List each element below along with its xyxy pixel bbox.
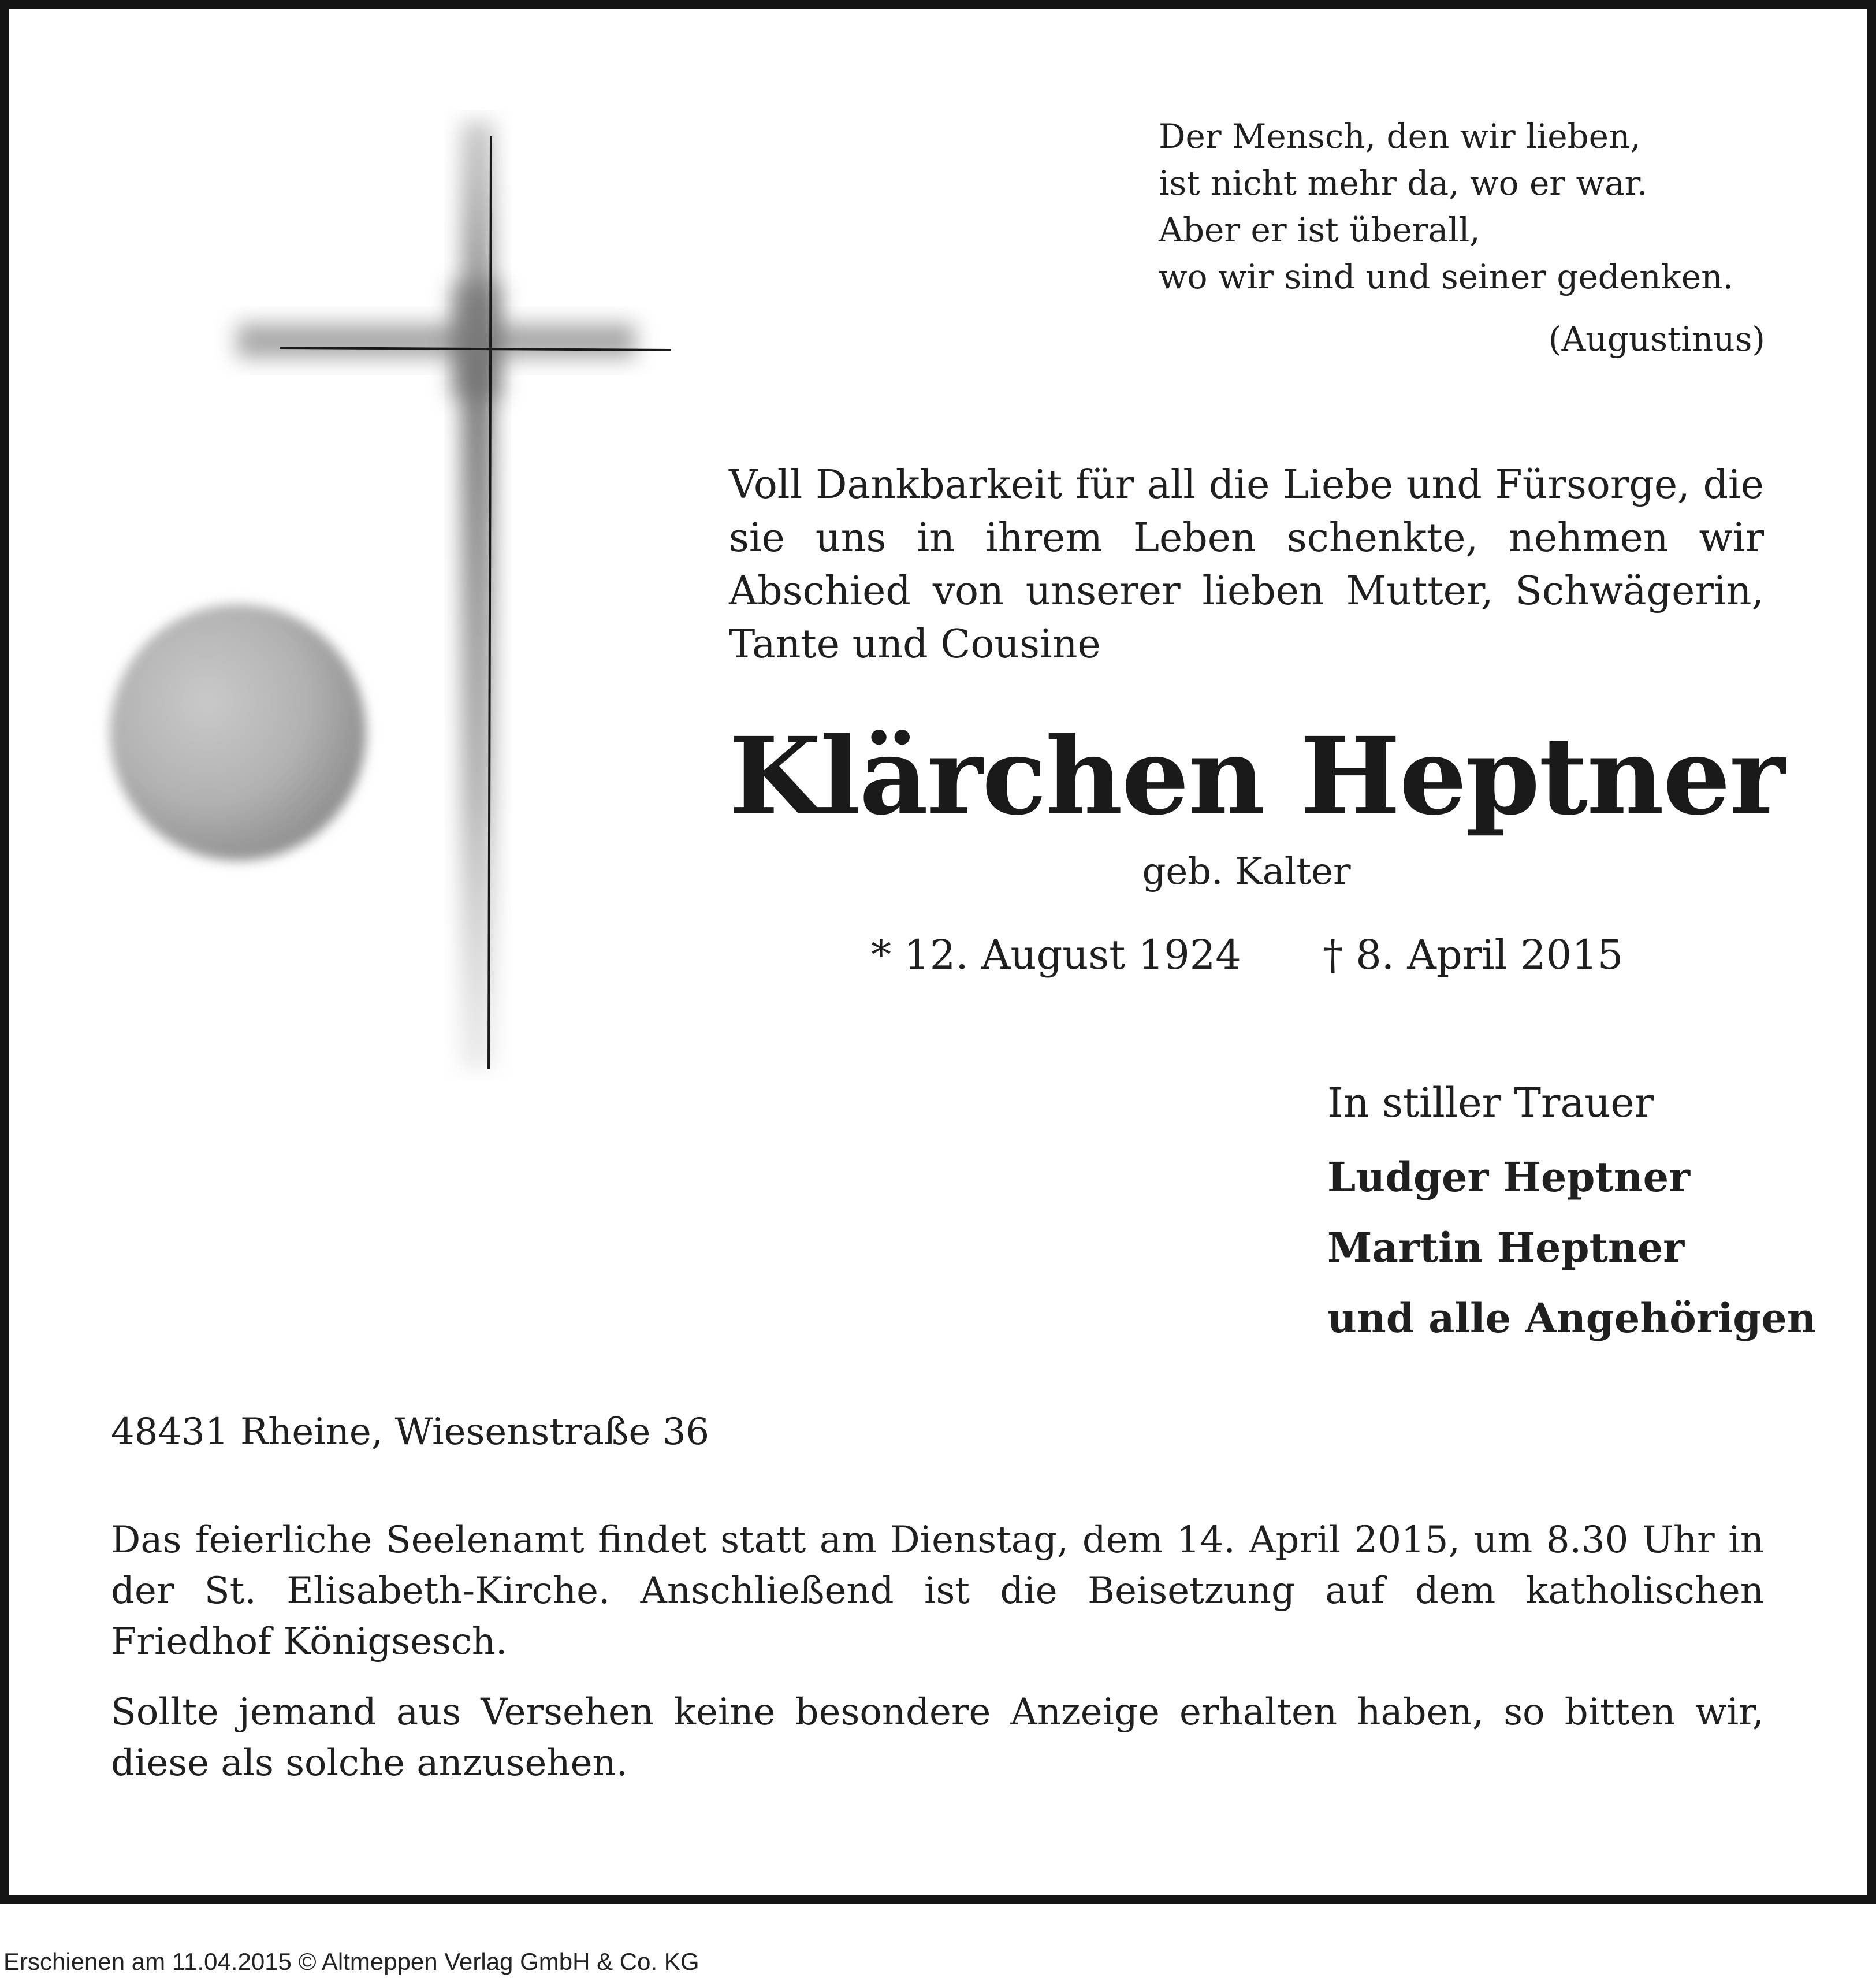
- publication-footer: Erschienen am 11.04.2015 © Altmeppen Verlag GmbH & Co. KG: [3, 1948, 699, 1975]
- service-line: Das feierliche Seelenamt findet statt am Dienstag, dem 14. April 2015, um 8.30 Uhr in: [111, 1519, 1764, 1561]
- service-line: Friedhof Königsesch.: [111, 1620, 508, 1663]
- cross-icon: [237, 121, 671, 1069]
- quote-line: ist nicht mehr da, wo er war.: [1159, 163, 1648, 203]
- artwork: [87, 110, 699, 1080]
- birth-date: * 12. August 1924: [871, 931, 1241, 979]
- intro-line: sie uns in ihrem Leben schenkte, nehmen wir: [729, 515, 1764, 561]
- mourning-heading: In stiller Trauer: [1327, 1079, 1654, 1126]
- service-paragraph: [111, 1515, 1764, 1667]
- mourner-name: und alle Angehörigen: [1327, 1294, 1817, 1342]
- quote-source: (Augustinus): [1548, 319, 1765, 359]
- deceased-name: Klärchen Heptner: [729, 714, 1785, 839]
- address: 48431 Rheine, Wiesenstraße 36: [111, 1411, 710, 1453]
- intro-paragraph: [729, 459, 1764, 671]
- notice-line: Sollte jemand aus Versehen keine besondere Anzeige erhalten haben, so bitten wir,: [111, 1691, 1764, 1734]
- quote-line: wo wir sind und seiner gedenken.: [1159, 257, 1733, 296]
- death-date: † 8. April 2015: [1323, 931, 1624, 979]
- maiden-name: geb. Kalter: [1142, 850, 1351, 893]
- quote-line: Der Mensch, den wir lieben,: [1159, 117, 1641, 156]
- quote: [1159, 113, 1733, 300]
- intro-line: Voll Dankbarkeit für all die Liebe und Fürsorge, die: [729, 462, 1764, 508]
- service-line: der St. Elisabeth-Kirche. Anschließend ist die Beisetzung auf dem katholischen: [111, 1570, 1764, 1612]
- sphere-icon: [110, 604, 366, 861]
- mourner-name: Ludger Heptner: [1327, 1153, 1691, 1201]
- intro-line: Tante und Cousine: [729, 622, 1101, 667]
- intro-line: Abschied von unserer lieben Mutter, Schwägerin,: [729, 568, 1764, 614]
- notice-paragraph: [111, 1687, 1764, 1789]
- mourner-name: Martin Heptner: [1327, 1224, 1685, 1271]
- notice-line: diese als solche anzusehen.: [111, 1742, 628, 1784]
- quote-line: Aber er ist überall,: [1159, 210, 1480, 250]
